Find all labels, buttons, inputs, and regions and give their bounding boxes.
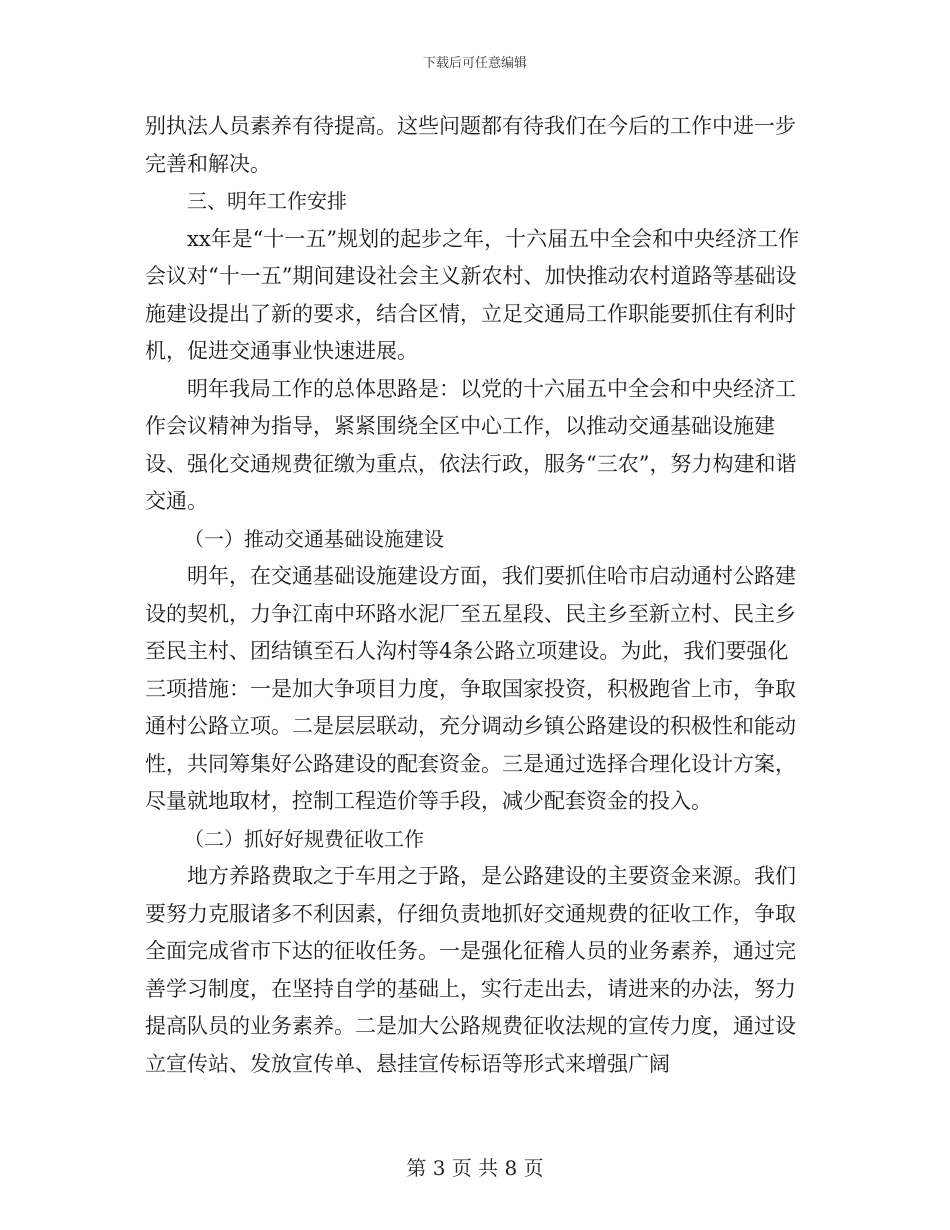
paragraph: xx年是“十一五”规划的起步之年，十六届五中全会和中央经济工作会议对“十一五”期间建设社会主义新农村、加快推动农村道路等基础设施建设提出了新的要求，结合区情，立足交通局工作职能要抓住有利时机，促进交通事业快速进展。: [145, 226, 800, 363]
paragraph: 明年我局工作的总体思路是：以党的十六届五中全会和中央经济工作会议精神为指导，紧紧围绕全区中心工作，以推动交通基础设施建设、强化交通规费征缴为重点，依法行政，服务“三农”，努力构建和谐交通。: [145, 376, 797, 513]
paragraph: 地方养路费取之于车用之于路，是公路建设的主要资金来源。我们要努力克服诸多不利因素，仔细负责地抓好交通规费的征收工作，争取全面完成省市下达的征收任务。一是强化征稽人员的业务素养，通过完善学习制度，在坚持自学的基础上，实行走出去，请进来的办法，努力提高队员的业务素养。二是加大公路规费征收法规的宣传力度，通过设立宣传站、发放宣传单、悬挂宣传标语等形式来增强广阔: [145, 864, 796, 1076]
page-number-footer: 第 3 页 共 8 页: [406, 1156, 544, 1180]
page-header-note: 下载后可任意编辑: [422, 56, 527, 71]
document-body: [145, 108, 805, 1083]
subsection-heading: （二）抓好好规费征收工作: [184, 826, 424, 851]
section-heading: 三、明年工作安排: [187, 189, 347, 213]
paragraph-continuation: 别执法人员素养有待提高。这些问题都有待我们在今后的工作中进一步完善和解决。: [145, 114, 796, 176]
subsection-heading: （一）推动交通基础设施建设: [184, 526, 444, 551]
paragraph: 明年，在交通基础设施建设方面，我们要抓住哈市启动通村公路建设的契机，力争江南中环路水泥厂至五星段、民主乡至新立村、民主乡至民主村、团结镇至石人沟村等4条公路立项建设。为此，我们要强化三项措施：一是加大争项目力度，争取国家投资，积极跑省上市，争取通村公路立项。二是层层联动，充分调动乡镇公路建设的积极性和能动性，共同筹集好公路建设的配套资金。三是通过选择合理化设计方案，尽量就地取材，控制工程造价等手段，减少配套资金的投入。: [145, 564, 796, 813]
